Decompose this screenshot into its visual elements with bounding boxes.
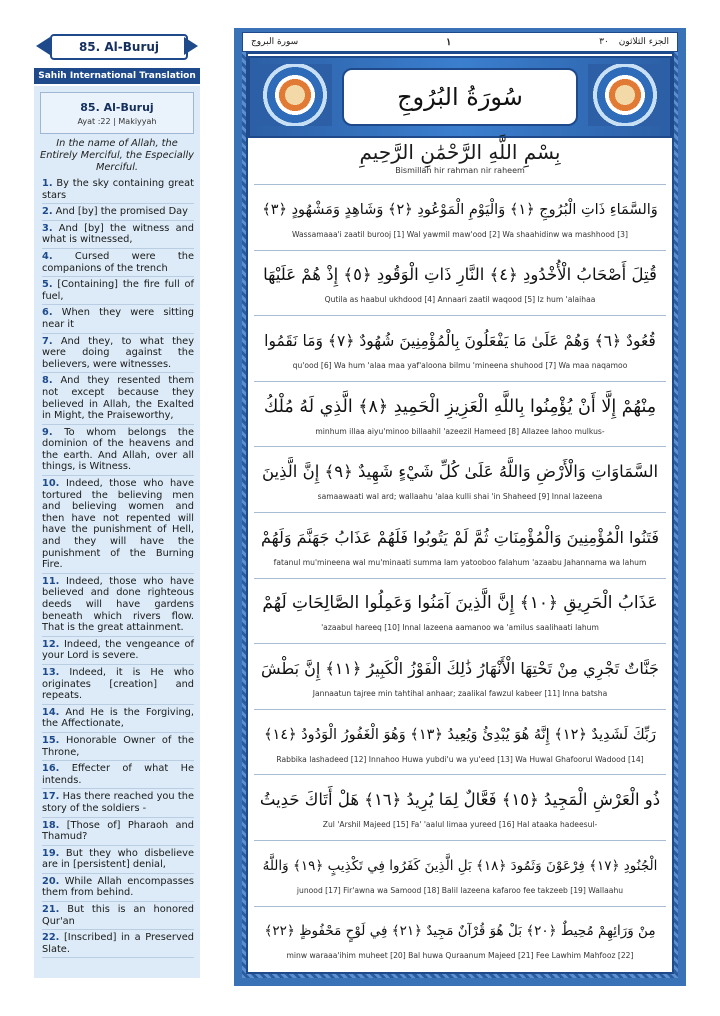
verse-text: Indeed, those who have tortured the believing men and believing women and then have not repented will have the punishment of Hell, and they will have the punishment of the Burning Fire. (42, 478, 194, 571)
basmala-translation: In the name of Allah, the Entirely Merciful, the Especially Merciful. (40, 138, 194, 173)
verse-text: [Those of] Pharaoh and Thamud? (42, 819, 194, 843)
translation-verse (42, 334, 194, 374)
basmala-transliteration: Bismillah hir rahman nir raheem (395, 166, 525, 175)
verse-number: 20. (42, 875, 60, 887)
translation-verse (42, 930, 194, 958)
arabic-text: مِنْهُمْ إِلَّا أَنْ يُؤْمِنُوا بِاللَّهِ الْعَزِيزِ الْحَمِيدِ ﴿٨﴾ الَّذِي لَهُ مُلْكُ (263, 396, 657, 417)
verse-text: Honorable Owner of the Throne, (42, 734, 194, 758)
verse-number: 13. (42, 666, 60, 678)
verse-text: And [by] the witness and what is witnessed, (42, 222, 194, 246)
verse-number: 19. (42, 847, 60, 859)
quran-line (254, 315, 666, 381)
quran-line (254, 709, 666, 775)
translation-panel (34, 86, 200, 978)
translation-verse (42, 761, 194, 789)
verse-text: Indeed, those who have believed and done righteous deeds will have gardens beneath which rivers flow. That is the great attainment. (42, 575, 194, 634)
verse-number: 2. (42, 206, 53, 218)
transliteration-text: Jannaatun tajree min tahtihal anhaar; zaalikal fawzul kabeer [11] Inna batsha (312, 688, 608, 698)
transliteration-text: Zul 'Arshil Majeed [15] Fa' 'aalul limaa yureed [16] Hal ataaka hadeesul- (322, 820, 598, 830)
translation-verse (42, 305, 194, 333)
verse-text: And [by] the promised Day (55, 206, 188, 218)
transliteration-text: Qutila as haabul ukhdood [4] Annaari zaatil waqood [5] Iz hum 'alaihaa (324, 295, 596, 305)
basmala-arabic: بِسْمِ اللَّهِ الرَّحْمَٰنِ الرَّحِيمِ (359, 140, 561, 164)
header-juz-number: ٣٠ (599, 37, 609, 47)
verse-text: [Containing] the fire full of fuel, (42, 279, 194, 302)
verse-number: 4. (42, 250, 53, 262)
header-juz-name: الجزء الثلاثون (618, 37, 669, 47)
verse-number: 5. (42, 279, 53, 291)
verse-number: 6. (42, 307, 53, 319)
transliteration-text: junood [17] Fir'awna wa Samood [18] Balil lazeena kafaroo fee takzeeb [19] Wallaahu (296, 885, 624, 895)
banner-ornament-left-icon (258, 64, 332, 126)
arabic-text: وَالسَّمَاءِ ذَاتِ الْبُرُوجِ ﴿١﴾ وَالْيَوْمِ الْمَوْعُودِ ﴿٢﴾ وَشَاهِدٍ وَمَشْهُودٍ ﴿٣﴾ (262, 201, 658, 218)
verse-text: While Allah encompasses them from behind. (42, 875, 194, 899)
verse-number: 16. (42, 763, 60, 775)
arabic-text: عَذَابُ الْحَرِيقِ ﴿١٠﴾ إِنَّ الَّذِينَ آمَنُوا وَعَمِلُوا الصَّالِحَاتِ لَهُمْ (262, 593, 658, 614)
translation-verse-list (34, 176, 200, 958)
translation-verse (42, 574, 194, 637)
sura-tag-label: 85. Al-Buruj (50, 34, 188, 60)
page-header-strip (242, 32, 678, 52)
quran-line (254, 250, 666, 316)
verse-text: When they were sitting near it (42, 307, 194, 330)
arabic-text: فَتَنُوا الْمُؤْمِنِينَ وَالْمُؤْمِنَاتِ ثُمَّ لَمْ يَتُوبُوا فَلَهُمْ عَذَابُ جَهَنَّمَ وَلَهُمْ (260, 527, 660, 547)
verse-text: And they resented them not except because they believed in Allah, the Exalted in Might, the Praiseworthy, (42, 375, 194, 422)
translation-verse (42, 902, 194, 930)
quran-line (254, 774, 666, 840)
transliteration-text: fatanul mu'mineena wal mu'minaati summa lam yatooboo falahum 'azaabu Jahannama wa lahum (273, 557, 647, 567)
verse-number: 22. (42, 932, 60, 944)
verse-number: 11. (42, 575, 60, 587)
translation-verse (42, 204, 194, 221)
verse-number: 10. (42, 478, 60, 490)
basmala (254, 140, 666, 178)
translation-header: Sahih International Translation (34, 68, 200, 84)
translation-verse (42, 705, 194, 733)
quran-line (254, 840, 666, 906)
translation-verse (42, 789, 194, 817)
sura-info-box (40, 92, 194, 134)
verse-number: 14. (42, 706, 60, 718)
translation-verse (42, 277, 194, 305)
transliteration-text: minhum illaa aiyu'minoo billaahil 'azeezil Hameed [8] Allazee lahoo mulkus- (315, 426, 605, 436)
verse-number: 7. (42, 335, 53, 347)
verse-text: But this is an honored Qur'an (42, 904, 194, 927)
arabic-text: جَنَّاتٌ تَجْرِي مِنْ تَحْتِهَا الْأَنْهَارُ ذَٰلِكَ الْفَوْزُ الْكَبِيرُ ﴿١١﴾ إِنَّ بَطْشَ (261, 658, 659, 678)
transliteration-text: qu'ood [6] Wa hum 'alaa maa yaf'aloona bilmu 'mineena shuhood [7] Wa maa naqamoo (292, 360, 628, 370)
verse-text: Cursed were the companions of the trench (42, 250, 194, 274)
sura-info-meta: Ayat :22 | Makiyyah (77, 116, 157, 126)
verse-text: By the sky containing great stars (42, 178, 194, 201)
translation-verse (42, 637, 194, 665)
verse-number: 15. (42, 734, 60, 746)
translation-verse (42, 176, 194, 204)
arabic-text: مِنْ وَرَائِهِمْ مُحِيطٌ ﴿٢٠﴾ بَلْ هُوَ قُرْآنٌ مَجِيدٌ ﴿٢١﴾ فِي لَوْحٍ مَحْفُوظٍ ﴿٢٢﴾ (264, 923, 656, 940)
quran-line (254, 906, 666, 972)
verse-number: 21. (42, 904, 60, 916)
verse-number: 17. (42, 791, 60, 803)
banner-ornament-right-icon (588, 64, 662, 126)
sura-name-tag (34, 34, 200, 58)
translation-verse (42, 249, 194, 277)
verse-text: Indeed, it is He who originates [creation] and repeats. (42, 666, 194, 702)
translation-verse (42, 476, 194, 574)
verse-number: 12. (42, 638, 60, 650)
arabic-text: السَّمَاوَاتِ وَالْأَرْضِ وَاللَّهُ عَلَىٰ كُلِّ شَيْءٍ شَهِيدٌ ﴿٩﴾ إِنَّ الَّذِينَ (261, 462, 659, 482)
sura-info-title: 85. Al-Buruj (80, 100, 154, 114)
verse-text: To whom belongs the dominion of the heavens and the earth. And Allah, over all things, is Witness. (42, 426, 194, 473)
quran-page (234, 28, 686, 986)
verse-text: And He is the Forgiving, the Affectionate, (42, 706, 194, 730)
arabic-text: ذُو الْعَرْشِ الْمَجِيدُ ﴿١٥﴾ فَعَّالٌ لِمَا يُرِيدُ ﴿١٦﴾ هَلْ أَتَاكَ حَدِيثُ (259, 790, 661, 810)
verse-text: And they, to what they were doing against the believers, were witnesses. (42, 335, 194, 370)
translation-verse (42, 846, 194, 874)
tag-arrow-right-icon (184, 37, 198, 55)
verse-number: 3. (42, 222, 53, 234)
verse-text: [Inscribed] in a Preserved Slate. (42, 932, 194, 955)
verse-number: 1. (42, 178, 53, 189)
verse-text: Effecter of what He intends. (42, 763, 194, 786)
arabic-text: قُعُودٌ ﴿٦﴾ وَهُمْ عَلَىٰ مَا يَفْعَلُونَ بِالْمُؤْمِنِينَ شُهُودٌ ﴿٧﴾ وَمَا نَقَمُوا (264, 331, 656, 350)
translation-verse (42, 874, 194, 902)
quran-line (254, 512, 666, 578)
arabic-text: رَبِّكَ لَشَدِيدٌ ﴿١٢﴾ إِنَّهُ هُوَ يُبْدِئُ وَيُعِيدُ ﴿١٣﴾ وَهُوَ الْغَفُورُ الْوَدُودُ ﴿١٤﴾ (264, 726, 656, 743)
quran-line (254, 578, 666, 644)
quran-line (254, 643, 666, 709)
verse-number: 8. (42, 375, 53, 387)
verse-number: 18. (42, 819, 60, 831)
header-sura-name: سورة البروج (251, 37, 299, 47)
sura-title: سُورَةُ البُرُوجِ (342, 68, 578, 126)
transliteration-text: minw waraaa'ihim muheet [20] Bal huwa Quraanum Majeed [21] Fee Lawhim Mahfooz [22] (286, 951, 634, 961)
quran-lines (254, 184, 666, 971)
verse-text: Indeed, the vengeance of your Lord is severe. (42, 638, 194, 662)
verse-number: 9. (42, 426, 53, 438)
sura-title-banner (248, 56, 672, 138)
translation-verse (42, 373, 194, 424)
translation-verse (42, 733, 194, 761)
quran-line (254, 381, 666, 447)
transliteration-text: Wassamaaa'i zaatil burooj [1] Wal yawmil maw'ood [2] Wa shaahidinw wa mashhood [3] (292, 229, 628, 239)
arabic-text: قُتِلَ أَصْحَابُ الْأُخْدُودِ ﴿٤﴾ النَّارِ ذَاتِ الْوَقُودِ ﴿٥﴾ إِذْ هُمْ عَلَيْهَا (263, 265, 657, 285)
arabic-text: الْجُنُودِ ﴿١٧﴾ فِرْعَوْنَ وَثَمُودَ ﴿١٨﴾ بَلِ الَّذِينَ كَفَرُوا فِي تَكْذِيبٍ ﴿١٩﴾ وَاللَّهُ (262, 857, 658, 874)
translation-verse (42, 818, 194, 846)
translation-verse (42, 665, 194, 705)
transliteration-text: 'azaabul hareeq [10] Innal lazeena aamanoo wa 'amilus saalihaati lahum (321, 623, 599, 633)
tag-arrow-left-icon (36, 37, 50, 55)
translation-verse (42, 425, 194, 476)
transliteration-text: samaawaati wal ard; wallaahu 'alaa kulli shai 'in Shaheed [9] Innal lazeena (317, 492, 603, 502)
verse-text: Has there reached you the story of the soldiers - (42, 791, 194, 814)
quran-line (254, 184, 666, 250)
translation-verse (42, 221, 194, 249)
transliteration-text: Rabbika lashadeed [12] Innahoo Huwa yubdi'u wa yu'eed [13] Wa Huwal Ghafoorul Wadood [14] (276, 754, 644, 764)
translation-column (34, 34, 200, 978)
header-page-number: ١ (445, 36, 452, 48)
quran-line (254, 446, 666, 512)
verse-text: But they who disbelieve are in [persistent] denial, (42, 847, 194, 871)
